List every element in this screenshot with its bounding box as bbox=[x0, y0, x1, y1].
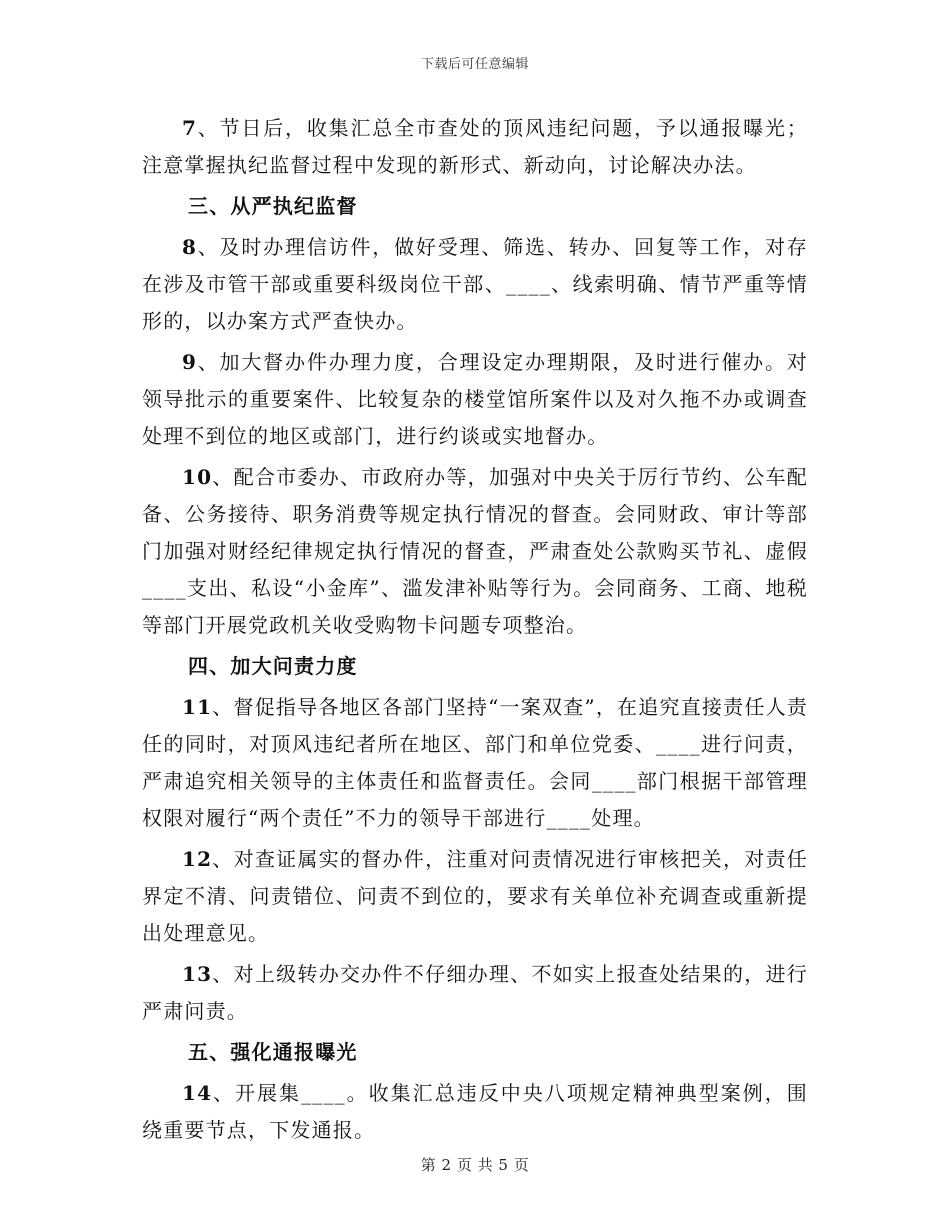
page-header-note: 下载后可任意编辑 bbox=[420, 57, 529, 72]
section-heading-3: 三、从严执纪监督 bbox=[188, 194, 358, 218]
paragraph-text: 、督促指导各地区各部门坚持“一案双查”，在追究直接责任人责任的同时，对顶风违纪者所在地区、部门和单位党委、____进行问责，严肃追究相关领导的主体责任和监督责任。会同____部门根据干部管理权限对履行“两个责任”不力的领导干部进行____处理。 bbox=[142, 695, 808, 830]
item-number: 9 bbox=[182, 350, 198, 374]
section-heading-5: 五、强化通报曝光 bbox=[188, 1040, 358, 1064]
paragraph-10 bbox=[142, 459, 808, 644]
paragraph-13 bbox=[142, 956, 808, 1030]
paragraph-12 bbox=[142, 841, 808, 952]
paragraph-14 bbox=[142, 1075, 808, 1149]
paragraph-text: 、节日后，收集汇总全市查处的顶风违纪问题，予以通报曝光；注意掌握执纪监督过程中发现的新形式、新动向，讨论解决办法。 bbox=[142, 116, 808, 177]
paragraph-text: 、配合市委办、市政府办等，加强对中央关于厉行节约、公车配备、公务接待、职务消费等规定执行情况的督查。会同财政、审计等部门加强对财经纪律规定执行情况的督查，严肃查处公款购买节礼、虚假____支出、私设“小金库”、滥发津补贴等行为。会同商务、工商、地税等部门开展党政机关收受购物卡问题专项整治。 bbox=[142, 465, 808, 637]
page-number-footer: 第 2 页 共 5 页 bbox=[420, 1156, 530, 1174]
paragraph-text: 、对上级转办交办件不仔细办理、不如实上报查处结果的，进行严肃问责。 bbox=[142, 962, 808, 1023]
item-number: 11 bbox=[182, 695, 213, 719]
paragraph-7 bbox=[142, 110, 808, 184]
item-number: 13 bbox=[182, 962, 213, 986]
item-number: 7 bbox=[182, 116, 198, 140]
item-number: 14 bbox=[182, 1081, 213, 1105]
item-number: 8 bbox=[182, 235, 198, 259]
paragraph-text: 、开展集____。收集汇总违反中央八项规定精神典型案例，围绕重要节点，下发通报。 bbox=[142, 1081, 808, 1142]
paragraph-text: 、及时办理信访件，做好受理、筛选、转办、回复等工作，对存在涉及市管干部或重要科级岗位干部、____、线索明确、情节严重等情形的，以办案方式严查快办。 bbox=[142, 235, 808, 333]
paragraph-text: 、对查证属实的督办件，注重对问责情况进行审核把关，对责任界定不清、问责错位、问责不到位的，要求有关单位补充调查或重新提出处理意见。 bbox=[142, 847, 808, 945]
item-number: 10 bbox=[182, 465, 213, 489]
paragraph-8 bbox=[142, 229, 808, 340]
paragraph-9 bbox=[142, 344, 808, 455]
item-number: 12 bbox=[182, 847, 213, 871]
paragraph-11 bbox=[142, 689, 808, 837]
document-body bbox=[142, 110, 808, 1153]
section-heading-4: 四、加大问责力度 bbox=[188, 654, 358, 678]
paragraph-text: 、加大督办件办理力度，合理设定办理期限，及时进行催办。对领导批示的重要案件、比较复杂的楼堂馆所案件以及对久拖不办或调查处理不到位的地区或部门，进行约谈或实地督办。 bbox=[142, 350, 808, 448]
